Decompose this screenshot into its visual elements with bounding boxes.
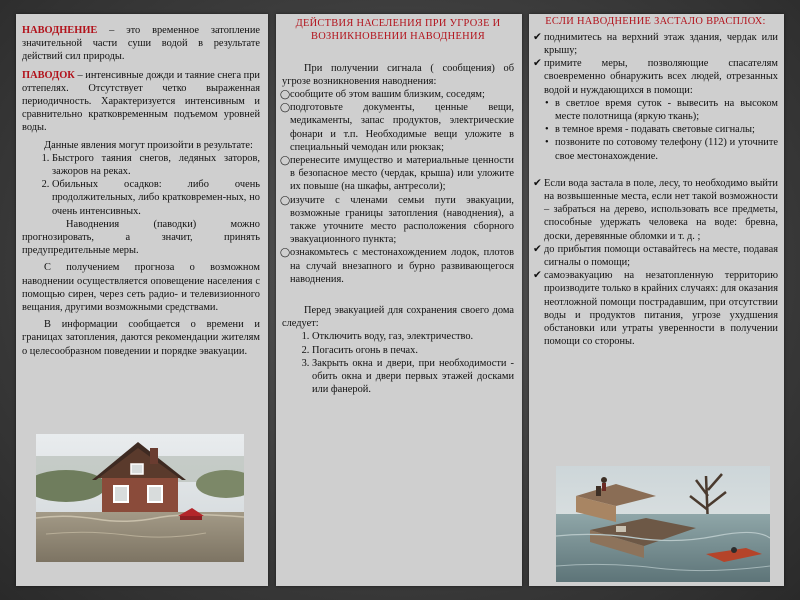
- signal-item: • позвоните по сотовому телефону (112) и уточните свое местонахождение.: [545, 137, 778, 162]
- flood-definition: НАВОДНЕНИЕ – это временное затопление значительной части суши водой в результате действий сил природы.: [22, 25, 260, 63]
- cause-item: 1. Быстрого таяния снегов, ледяных заторов, зажоров на реках.: [52, 152, 260, 178]
- causes-intro: Данные явления могут произойти в результате:: [44, 139, 253, 151]
- emergency-item: ✔ до прибытия помощи оставайтесь на месте, подавая сигналы о помощи;: [533, 243, 778, 269]
- warning-paragraph: С получением прогноза о возможном наводнении осуществляется оповещение населения с помощью сирен, через сеть радио- и телевизионного вещания, другими возможными средствами.: [22, 262, 260, 314]
- checkmark-icon: ✔: [533, 243, 542, 255]
- action-item: ◯ изучите с членами семьи пути эвакуации, возможные границы затопления (наводнения), а также уточните место расположения сборного эвакуационного пункта;: [280, 194, 514, 246]
- action-item: ◯ сообщите об этом вашим близким, соседям;: [280, 89, 485, 100]
- action-item: ◯ ознакомьтесь с местонахождением лодок, плотов на случай внезапного и бурно развивающегося наводнения.: [280, 247, 514, 285]
- cause-item: 2. Обильных осадков: либо очень продолжительных, либо кратковремен-ных, но очень интенсивных.: [52, 178, 260, 218]
- signal-item: • в темное время - подавать световые сигналы;: [545, 124, 755, 136]
- emergency-item: ✔ примите меры, позволяющие спасателям своевременно обнаружить всех людей, отрезанных водой и нуждающихся в помощи:: [533, 58, 778, 96]
- checkmark-icon: ✔: [533, 270, 542, 282]
- actions-title: ДЕЙСТВИЯ НАСЕЛЕНИЯ ПРИ УГРОЗЕ И ВОЗНИКНОВЕНИИ НАВОДНЕНИЯ: [295, 18, 501, 42]
- forecast-paragraph: Наводнения (паводки) можно прогнозировать, а значит, принять предупредительные меры.: [22, 218, 260, 257]
- signal-intro: При получении сигнала ( сообщения) об угрозе возникновения наводнения:: [282, 62, 514, 87]
- bullet-icon: ◯: [280, 89, 291, 99]
- evacuation-item: 2. Погасить огонь в печах.: [312, 344, 514, 357]
- causes-list: [22, 152, 260, 218]
- evacuation-list: [282, 330, 514, 396]
- bullet-icon: •: [545, 124, 549, 136]
- bullet-icon: •: [545, 97, 549, 109]
- action-item: ◯ подготовьте документы, ценные вещи, медикаменты, запас продуктов, электрические фонари и т.п. Необходимые вещи уложите в специальный чемодан или рюкзак;: [280, 102, 514, 153]
- emergency-item: ✔ поднимитесь на верхний этаж здания, чердак или крышу;: [533, 31, 778, 56]
- emergency-item: ✔ Если вода застала в поле, лесу, то необходимо выйти на возвышенные места, если нет такой возможности – забраться на дерево, использовать все предметы, способные удержать человека на воде: бревна, доски, деревянные обломки и т. д. ;: [533, 177, 778, 242]
- evacuation-item: 3. Закрыть окна и двери, при необходимости - обить окна и двери первых этажей досками или фанерой.: [312, 357, 514, 397]
- flood-term: НАВОДНЕНИЕ: [22, 25, 98, 36]
- checkmark-icon: ✔: [533, 177, 542, 189]
- signal-item: • в светлое время суток - вывесить на высоком месте полотнища (яркую ткань);: [545, 97, 778, 123]
- flooded-house-photo: [36, 434, 244, 562]
- information-paragraph: В информации сообщается о времени и границах затопления, даются рекомендации жителям о целесообразном поведении и порядке эвакуации.: [22, 319, 260, 357]
- bullet-icon: •: [545, 137, 549, 149]
- bullet-icon: ◯: [280, 102, 291, 113]
- bullet-icon: ◯: [280, 155, 291, 166]
- checkmark-icon: ✔: [533, 31, 542, 43]
- emergency-title: ЕСЛИ НАВОДНЕНИЕ ЗАСТАЛО ВРАСПЛОХ:: [545, 16, 766, 27]
- evacuation-intro: Перед эвакуацией для сохранения своего дома следует:: [282, 305, 514, 330]
- checkmark-icon: ✔: [533, 58, 542, 70]
- evacuation-item: 1. Отключить воду, газ, электричество.: [312, 330, 514, 343]
- bullet-icon: ◯: [280, 247, 291, 258]
- freshet-term: ПАВОДОК: [22, 69, 75, 81]
- bullet-icon: ◯: [280, 194, 291, 205]
- column-actions: [276, 14, 522, 586]
- freshet-definition: ПАВОДОК – интенсивные дожди и таяние снега при оттепелях. Отсутствует четко выраженная периодичность. Характеризуется интенсивным и сравнительно кратковременным подъемом уровней воды.: [22, 69, 260, 134]
- action-item: ◯ перенесите имущество и материальные ценности в безопасное место (чердак, крыша) или уложите их повыше (на шкафы, антресоли);: [280, 155, 514, 193]
- emergency-item: ✔ самоэвакуацию на незатопленную территорию производите только в крайних случаях: для оказания неотложной помощи пострадавшим, при отсутствии воды и продуктов питания, угрозе ухудшения обстановки или утраты уверенности в получении помощи со стороны.: [533, 270, 778, 348]
- flood-illustration: [556, 466, 770, 582]
